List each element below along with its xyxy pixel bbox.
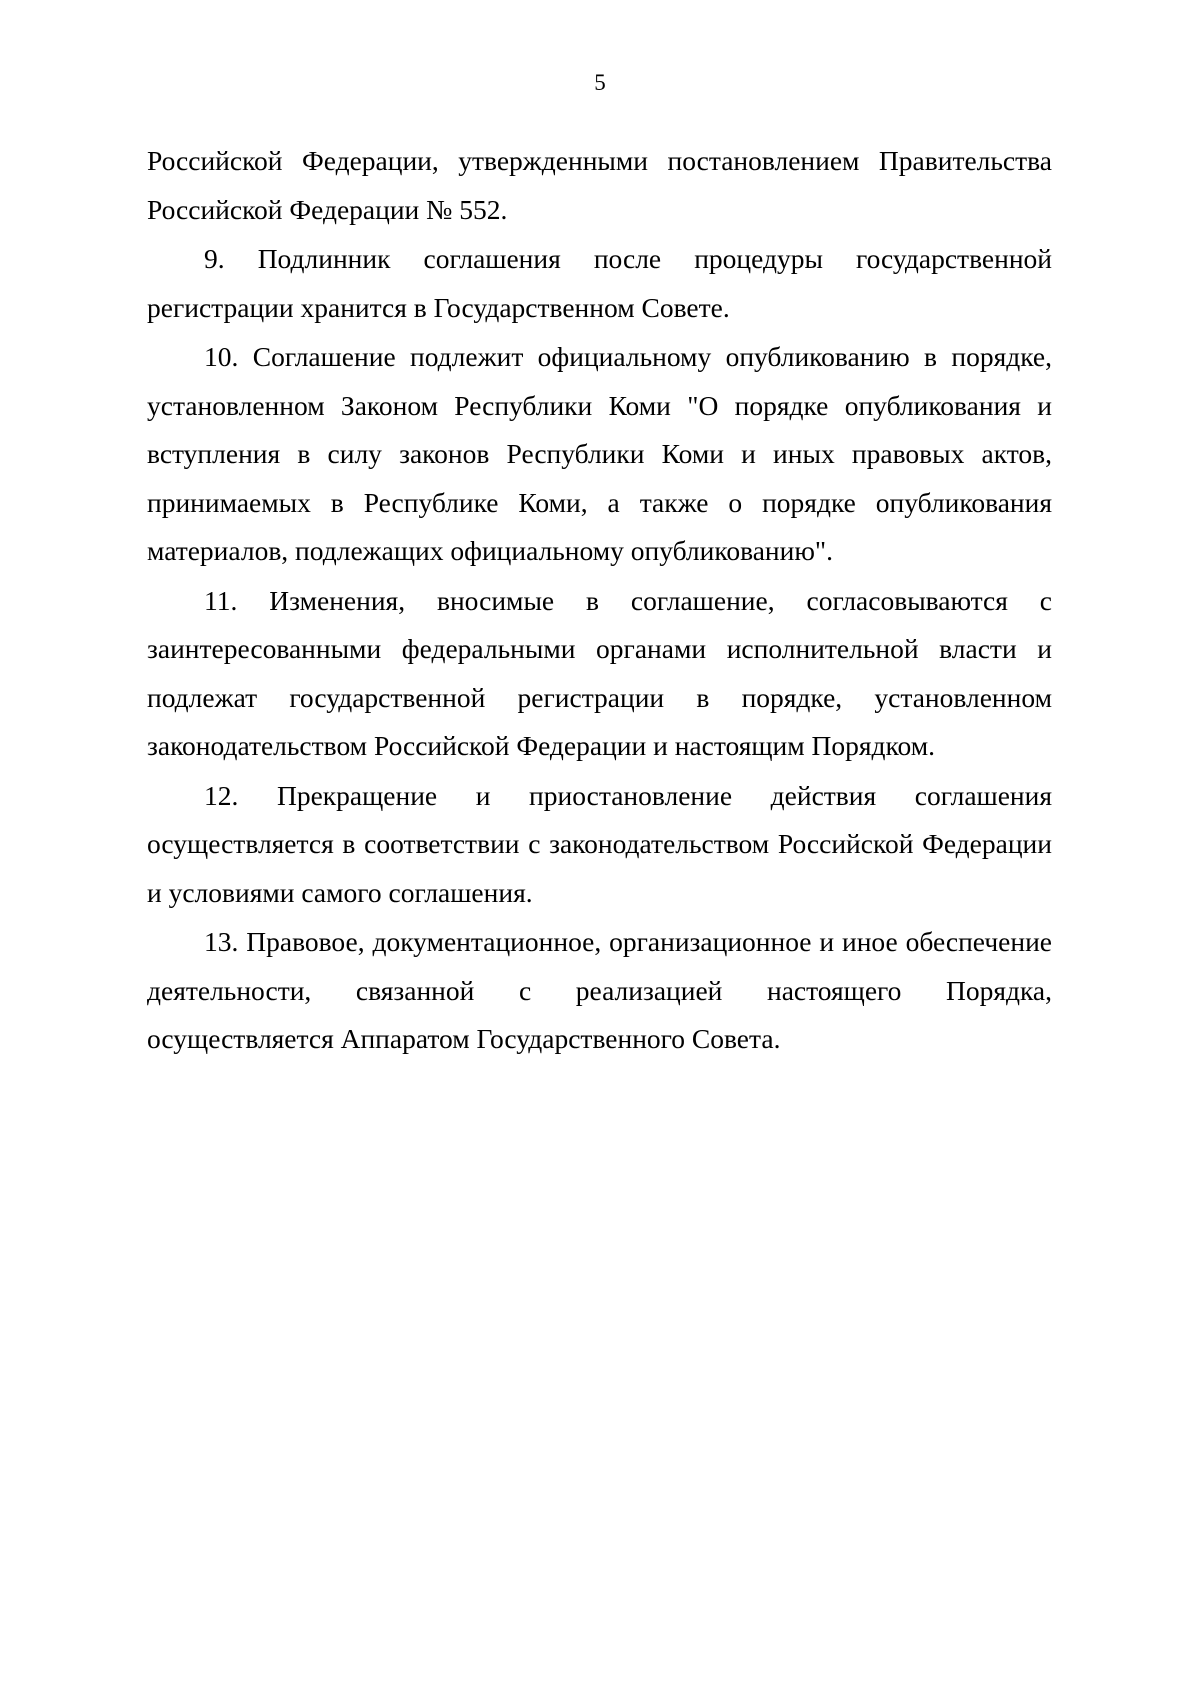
paragraph-item-9: 9. Подлинник соглашения после процедуры государственной регистрации хранится в Государственном Совете. bbox=[147, 243, 1052, 323]
page-number: 5 bbox=[594, 70, 606, 95]
paragraph-item-13: 13. Правовое, документационное, организационное и иное обеспечение деятельности, связанной с реализацией настоящего Порядка, осуществляется Аппаратом Государственного Совета. bbox=[147, 926, 1052, 1054]
paragraph-continuation: Российской Федерации, утвержденными постановлением Правительства Российской Федерации № 552. bbox=[147, 145, 1052, 225]
paragraph-item-12: 12. Прекращение и приостановление действия соглашения осуществляется в соответствии с законодательством Российской Федерации и условиями самого соглашения. bbox=[147, 779, 1052, 908]
document-body bbox=[147, 137, 1052, 1065]
paragraph-item-10: 10. Соглашение подлежит официальному опубликованию в порядке, установленном Законом Республики Коми "О порядке опубликования и вступления в силу законов Республики Коми и иных правовых актов, принимаемых в Республике Коми, а также о порядке опубликования материалов, подлежащих официальному опубликованию". bbox=[147, 341, 1052, 566]
paragraph-item-11: 11. Изменения, вносимые в соглашение, согласовываются с заинтересованными федеральными органами исполнительной власти и подлежат государственной регистрации в порядке, установленном законодательством Российской Федерации и настоящим Порядком. bbox=[147, 584, 1052, 761]
